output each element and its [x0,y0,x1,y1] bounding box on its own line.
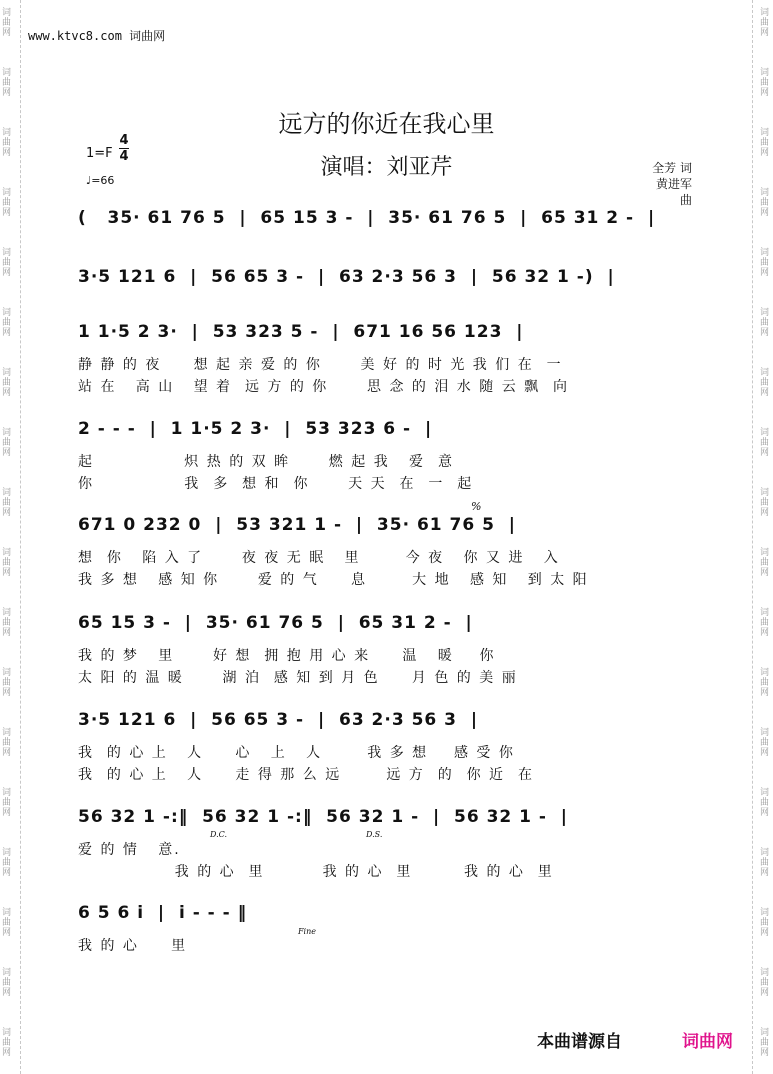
notes-row: 65 15 3 - | 35· 61 76 5 | 65 31 2 - | [78,613,473,633]
composer: 黄进军 曲 [655,177,692,207]
watermark-text: 词 曲 网 [2,368,12,398]
watermark-text: 词 曲 网 [2,728,12,758]
notes-row: 1 1·5 2 3· | 53 323 5 - | 671 16 56 123 | [78,322,524,342]
lyric-line: 我 的 梦 里 好 想 拥 抱 用 心 来 温 暖 你 [78,648,496,664]
dc-mark: D.C. [210,830,228,839]
watermark-text: 词 曲 网 [2,188,12,218]
site-label[interactable]: www.ktvc8.com 词曲网 [28,29,166,43]
lyric-line: 我 的 心 上 人 走 得 那 么 远 远 方 的 你 近 在 [78,767,534,783]
watermark-text: 词 曲 网 [759,488,769,518]
watermark-text: 词 曲 网 [2,8,12,38]
fine-mark: Fine [298,927,316,936]
notes-row: 671 0 232 0 | 53 321 1 - | 35· 61 76 5 | [78,515,516,535]
watermark-text: 词 曲 网 [759,668,769,698]
watermark-text: 词 曲 网 [2,908,12,938]
notes-row: 3·5 121 6 | 56 65 3 - | 63 2·3 56 3 | 56 32 1 -) | [78,267,615,287]
watermark-text: 词 曲 网 [759,128,769,158]
notes-row: 2 - - - | 1 1·5 2 3· | 53 323 6 - | [78,419,433,439]
watermark-text: 词 曲 网 [759,848,769,878]
watermark-text: 词 曲 网 [2,848,12,878]
watermark-text: 词 曲 网 [759,608,769,638]
song-title: 远方的你近在我心里 [278,110,495,138]
watermark-text: 词 曲 网 [2,608,12,638]
watermark-text: 词 曲 网 [2,248,12,278]
watermark-text: 词 曲 网 [2,308,12,338]
lyric-line: 站 在 高 山 望 着 远 方 的 你 思 念 的 泪 水 随 云 飘 向 [78,379,570,395]
time-signature-top: 4 [119,133,129,148]
watermark-text: 词 曲 网 [2,428,12,458]
key-signature: 1=F [86,146,113,161]
notes-row: 56 32 1 -:‖ 56 32 1 -:‖ 56 32 1 - | 56 32 1 - | [78,807,569,827]
watermark-text: 词 曲 网 [2,128,12,158]
lyricist: 全芳 词 [652,161,692,175]
watermark-text: 词 曲 网 [759,8,769,38]
notes-row: ( 35· 61 76 5 | 65 15 3 - | 35· 61 76 5 | 65 31 2 - | [78,208,656,228]
lyric-line: 太 阳 的 温 暖 湖 泊 感 知 到 月 色 月 色 的 美 丽 [78,670,518,686]
watermark-text: 词 曲 网 [759,548,769,578]
watermark-text: 词 曲 网 [759,908,769,938]
lyric-line: 爱 的 情 意. [78,842,181,858]
footer-brand-link[interactable]: 词曲网 [682,1032,733,1052]
lyric-line: 你 我 多 想 和 你 天 天 在 一 起 [78,476,474,492]
watermark-text: 词 曲 网 [759,308,769,338]
watermark-text: 词 曲 网 [2,488,12,518]
ds-mark: D.S. [366,830,383,839]
footer-source: 本曲谱源自 [537,1032,622,1052]
watermark-text: 词 曲 网 [759,188,769,218]
segno-mark: % [471,500,482,513]
lyric-line: 我 多 想 感 知 你 爱 的 气 息 大 地 感 知 到 太 阳 [78,572,589,588]
tempo-mark: ♩=66 [86,174,115,187]
time-signature-bottom: 4 [119,149,129,164]
lyric-line: 静 静 的 夜 想 起 亲 爱 的 你 美 好 的 时 光 我 们 在 一 [78,357,563,373]
lyric-line: 我 的 心 里 [78,938,188,954]
watermark-text: 词 曲 网 [759,968,769,998]
watermark-text: 词 曲 网 [759,368,769,398]
credits [642,160,692,208]
watermark-text: 词 曲 网 [2,668,12,698]
watermark-text: 词 曲 网 [2,788,12,818]
watermark-text: 词 曲 网 [759,248,769,278]
watermark-text: 词 曲 网 [759,788,769,818]
time-signature [119,134,129,163]
watermark-text: 词 曲 网 [2,1028,12,1058]
watermark-text: 词 曲 网 [2,548,12,578]
watermark-text: 词 曲 网 [759,728,769,758]
lyric-line: 想 你 陷 入 了 夜 夜 无 眠 里 今 夜 你 又 进 入 [78,550,560,566]
singer-line: 演唱：刘亚芹 [320,155,453,180]
watermark-text: 词 曲 网 [759,1028,769,1058]
lyric-line: 我 的 心 里 我 的 心 里 我 的 心 里 [78,864,554,880]
lyric-line: 起 炽 热 的 双 眸 燃 起 我 爱 意 [78,454,454,470]
watermark-text: 词 曲 网 [2,68,12,98]
lyric-line: 我 的 心 上 人 心 上 人 我 多 想 感 受 你 [78,745,515,761]
watermark-text: 词 曲 网 [759,68,769,98]
notes-row: 6 5 6 i | i - - - ‖ [78,903,248,923]
watermark-text: 词 曲 网 [2,968,12,998]
watermark-text: 词 曲 网 [759,428,769,458]
notes-row: 3·5 121 6 | 56 65 3 - | 63 2·3 56 3 | [78,710,479,730]
